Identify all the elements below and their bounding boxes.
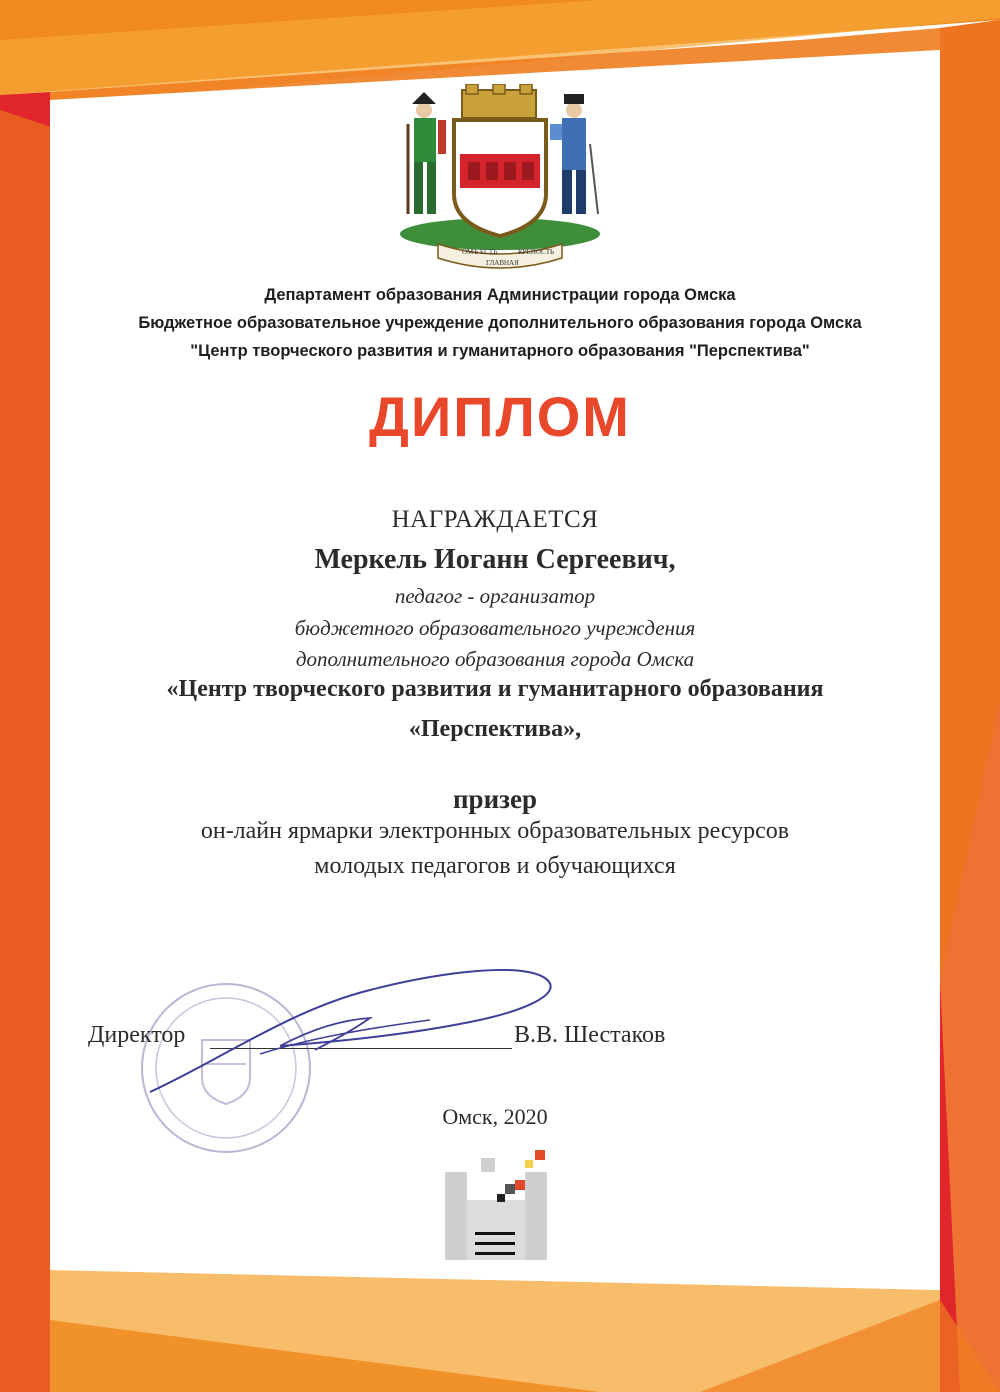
recipient-position: педагог - организатор xyxy=(394,584,596,608)
recipient-name: Меркель Иоганн Сергеевич, xyxy=(314,544,676,575)
signatory-name: В.В. Шестаков xyxy=(514,1022,666,1048)
emblem-motto-left: ОМЪ ЕСТЬ xyxy=(462,248,498,256)
city-coat-of-arms-emblem xyxy=(390,84,610,274)
city-year: Омск, 2020 xyxy=(442,1104,548,1129)
emblem-motto-center: ГЛАВНАЯ xyxy=(486,259,519,267)
event-line1: он-лайн ярмарки электронных образовательных ресурсов xyxy=(200,818,790,844)
signature-role: Директор xyxy=(88,1022,186,1048)
recipient-center-line2: «Перспектива», xyxy=(408,716,582,742)
header-institution: Бюджетное образовательное учреждение дополнительного образования города Омска xyxy=(138,314,862,332)
header-center-name: "Центр творческого развития и гуманитарного образования "Перспектива" xyxy=(190,342,810,360)
header-department: Департамент образования Администрации города Омска xyxy=(264,286,736,304)
diploma-title: ДИПЛОМ xyxy=(369,385,631,448)
recipient-org-line1: бюджетного образовательного учреждения xyxy=(294,616,696,640)
emblem-left-soldier xyxy=(408,92,446,214)
emblem-motto-right: КРЕПОСТЬ xyxy=(518,248,554,256)
prize-label: призер xyxy=(453,784,537,814)
recipient-org-line2: дополнительного образования города Омска xyxy=(295,647,695,671)
event-line2: молодых педагогов и обучающихся xyxy=(314,853,676,879)
recipient-center-line1: «Центр творческого развития и гуманитарного образования xyxy=(166,676,824,702)
center-pixel-logo xyxy=(445,1150,555,1270)
emblem-right-cossack xyxy=(550,94,598,214)
awarded-label: НАГРАЖДАЕТСЯ xyxy=(391,506,599,533)
handwritten-signature xyxy=(140,950,570,1100)
